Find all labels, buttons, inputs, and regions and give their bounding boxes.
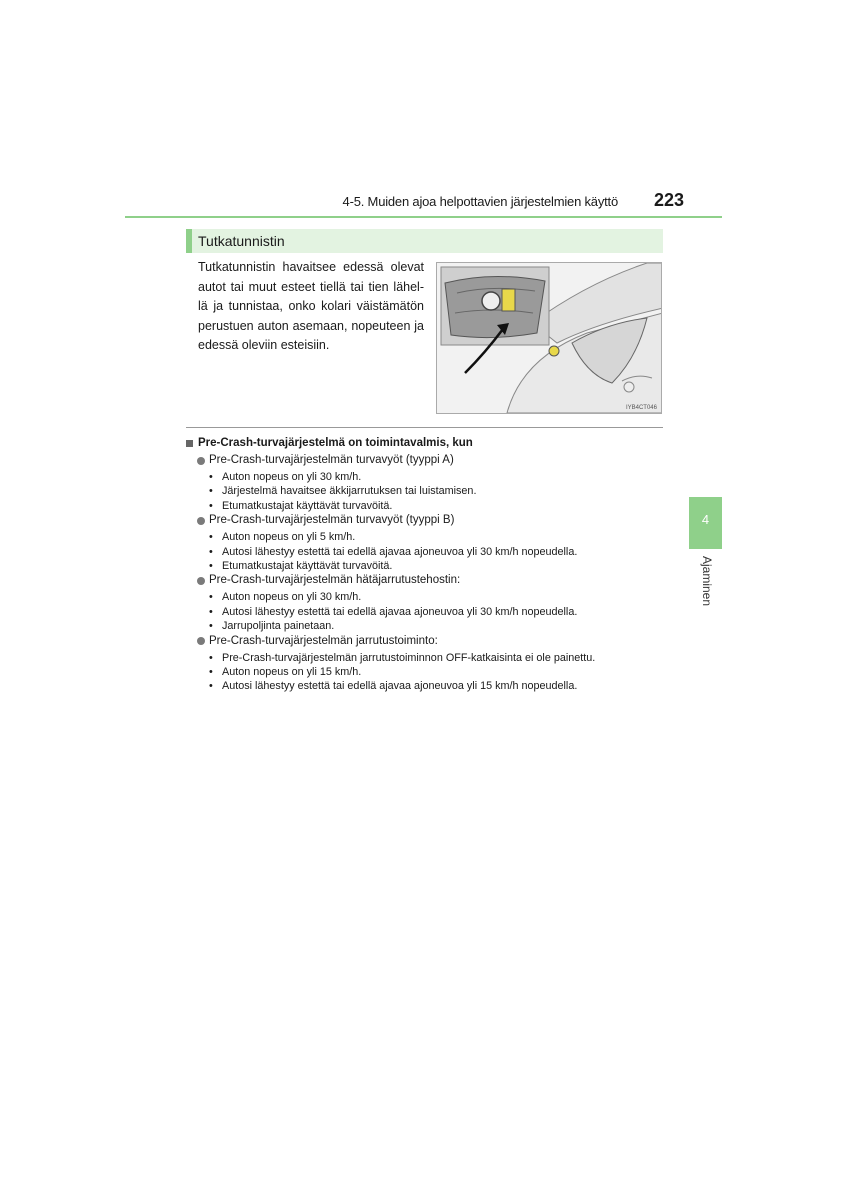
header-rule xyxy=(125,216,722,218)
dot-bullet-icon: • xyxy=(209,605,213,618)
circle-bullet-icon xyxy=(197,637,205,645)
list-item: • Autosi lähestyy estettä tai edellä ajavaa ajoneuvoa yli 15 km/h nopeudella. xyxy=(209,680,578,693)
condition-list xyxy=(209,590,666,633)
conditions-heading: Pre-Crash-turvajärjestelmä on toimintavalmis, kun xyxy=(186,435,666,451)
intro-paragraph: Tutkatunnistin havaitsee edessä olevat autot tai muut esteet tiellä tai tien lähel- lä ja tunnistaa, onko kolari väistämätön perustuen auton asemaan, nopeuteen ja edessä oleviin esteisiin. xyxy=(198,260,424,352)
list-item: • Autosi lähestyy estettä tai edellä ajavaa ajoneuvoa yli 30 km/h nopeudella. xyxy=(209,605,578,618)
list-item: • Auton nopeus on yli 5 km/h. xyxy=(209,531,356,544)
dot-bullet-icon: • xyxy=(209,620,213,633)
list-item: • Autosi lähestyy estettä tai edellä ajavaa ajoneuvoa yli 30 km/h nopeudella. xyxy=(209,545,578,558)
list-item: • Etumatkustajat käyttävät turvavöitä. xyxy=(209,560,393,573)
list-item: • Auton nopeus on yli 30 km/h. xyxy=(209,471,362,483)
header-title: 4-5. Muiden ajoa helpottavien järjestelmien käyttö xyxy=(342,194,618,209)
group-title: Pre-Crash-turvajärjestelmän jarrutustoiminto: xyxy=(197,634,666,649)
conditions-block xyxy=(186,435,666,694)
circle-bullet-icon xyxy=(197,457,205,465)
condition-list xyxy=(209,530,666,573)
dot-bullet-icon: • xyxy=(209,560,213,573)
square-bullet-icon xyxy=(186,440,193,447)
dot-bullet-icon: • xyxy=(209,485,213,498)
group-title: Pre-Crash-turvajärjestelmän hätäjarrutustehostin: xyxy=(197,573,666,588)
dot-bullet-icon: • xyxy=(209,591,213,604)
condition-list xyxy=(209,651,666,694)
condition-group xyxy=(186,513,666,573)
dot-bullet-icon: • xyxy=(209,651,213,664)
list-item: • Auton nopeus on yli 15 km/h. xyxy=(209,666,362,679)
list-item: • Jarrupoljinta painetaan. xyxy=(209,620,335,633)
condition-group xyxy=(186,573,666,633)
list-item: • Pre-Crash-turvajärjestelmän jarrutustoiminnon OFF-katkaisinta ei ole painettu. xyxy=(209,651,596,664)
list-item: • Järjestelmä havaitsee äkkijarrutuksen tai luistamisen. xyxy=(209,485,477,498)
condition-group xyxy=(186,453,666,513)
circle-bullet-icon xyxy=(197,577,205,585)
condition-list xyxy=(209,470,666,513)
dot-bullet-icon: • xyxy=(209,531,213,544)
list-item: • Etumatkustajat käyttävät turvavöitä. xyxy=(209,499,393,512)
car-front-illustration xyxy=(437,263,662,414)
dot-bullet-icon: • xyxy=(209,471,213,483)
dot-bullet-icon: • xyxy=(209,499,213,512)
section-heading: Tutkatunnistin xyxy=(186,229,663,253)
dot-bullet-icon: • xyxy=(209,680,213,693)
radar-sensor-figure xyxy=(436,262,662,414)
circle-bullet-icon xyxy=(197,517,205,525)
group-title: Pre-Crash-turvajärjestelmän turvavyöt (tyyppi A) xyxy=(197,453,666,468)
chapter-label: Ajaminen xyxy=(700,556,714,607)
dot-bullet-icon: • xyxy=(209,545,213,558)
figure-code: IYB4CT046 xyxy=(625,405,657,411)
condition-group xyxy=(186,634,666,694)
chapter-tab[interactable]: 4 xyxy=(689,497,722,549)
page-number: 223 xyxy=(653,190,684,210)
section-rule xyxy=(186,427,663,428)
group-title: Pre-Crash-turvajärjestelmän turvavyöt (tyyppi B) xyxy=(197,513,666,528)
dot-bullet-icon: • xyxy=(209,666,213,679)
list-item: • Auton nopeus on yli 30 km/h. xyxy=(209,591,362,604)
